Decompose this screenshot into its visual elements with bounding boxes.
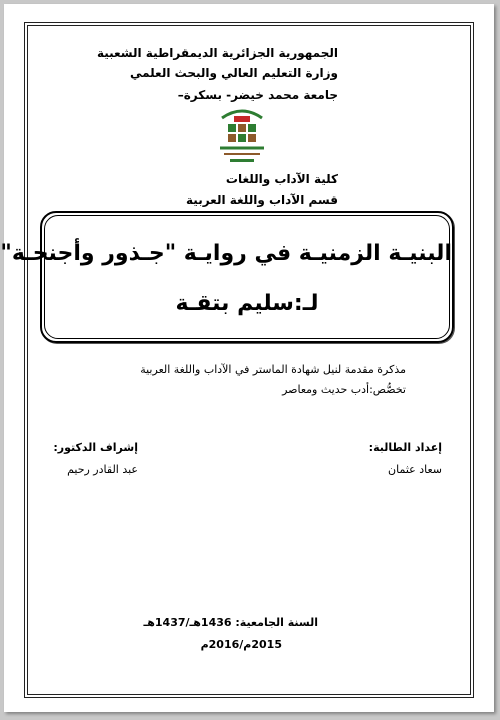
header-republic: الجمهورية الجزائرية الديمقراطية الشعبية [96, 46, 338, 60]
thesis-title: البنيـة الزمنيـة في روايـة "جـذور وأجنحـة" [0, 241, 452, 266]
student-label: إعداد الطالبة: [368, 441, 442, 454]
title-box [0, 211, 454, 343]
header-ministry: وزارة التعليم العالي والبحث العلمي [129, 66, 338, 80]
department-name: قسم الآداب واللغة العربية [186, 193, 338, 207]
thesis-subtitle: لـ:سليم بتقـة [175, 291, 319, 316]
document-page [0, 4, 494, 712]
supervisor-label: إشراف الدكتور: [53, 441, 138, 454]
university-logo-icon [214, 104, 270, 168]
memo-purpose: مذكرة مقدمة لنيل شهادة الماستر في الآداب واللغة العربية [140, 363, 406, 376]
academic-year-hijri: السنة الجامعية: 1436هـ/1437هـ [143, 616, 318, 629]
academic-year-gregorian: 2015م/2016م [200, 638, 282, 651]
supervisor-name: عبد القادر رحيم [67, 463, 138, 476]
header-university: جامعة محمد خيضر- بسكرة– [177, 88, 338, 102]
title-box-inner [0, 215, 452, 339]
faculty-name: كلية الآداب واللغات [225, 172, 338, 186]
memo-specialty: تخصُّص:أدب حديث ومعاصر [282, 383, 406, 396]
student-name: سعاد عثمان [388, 463, 442, 476]
